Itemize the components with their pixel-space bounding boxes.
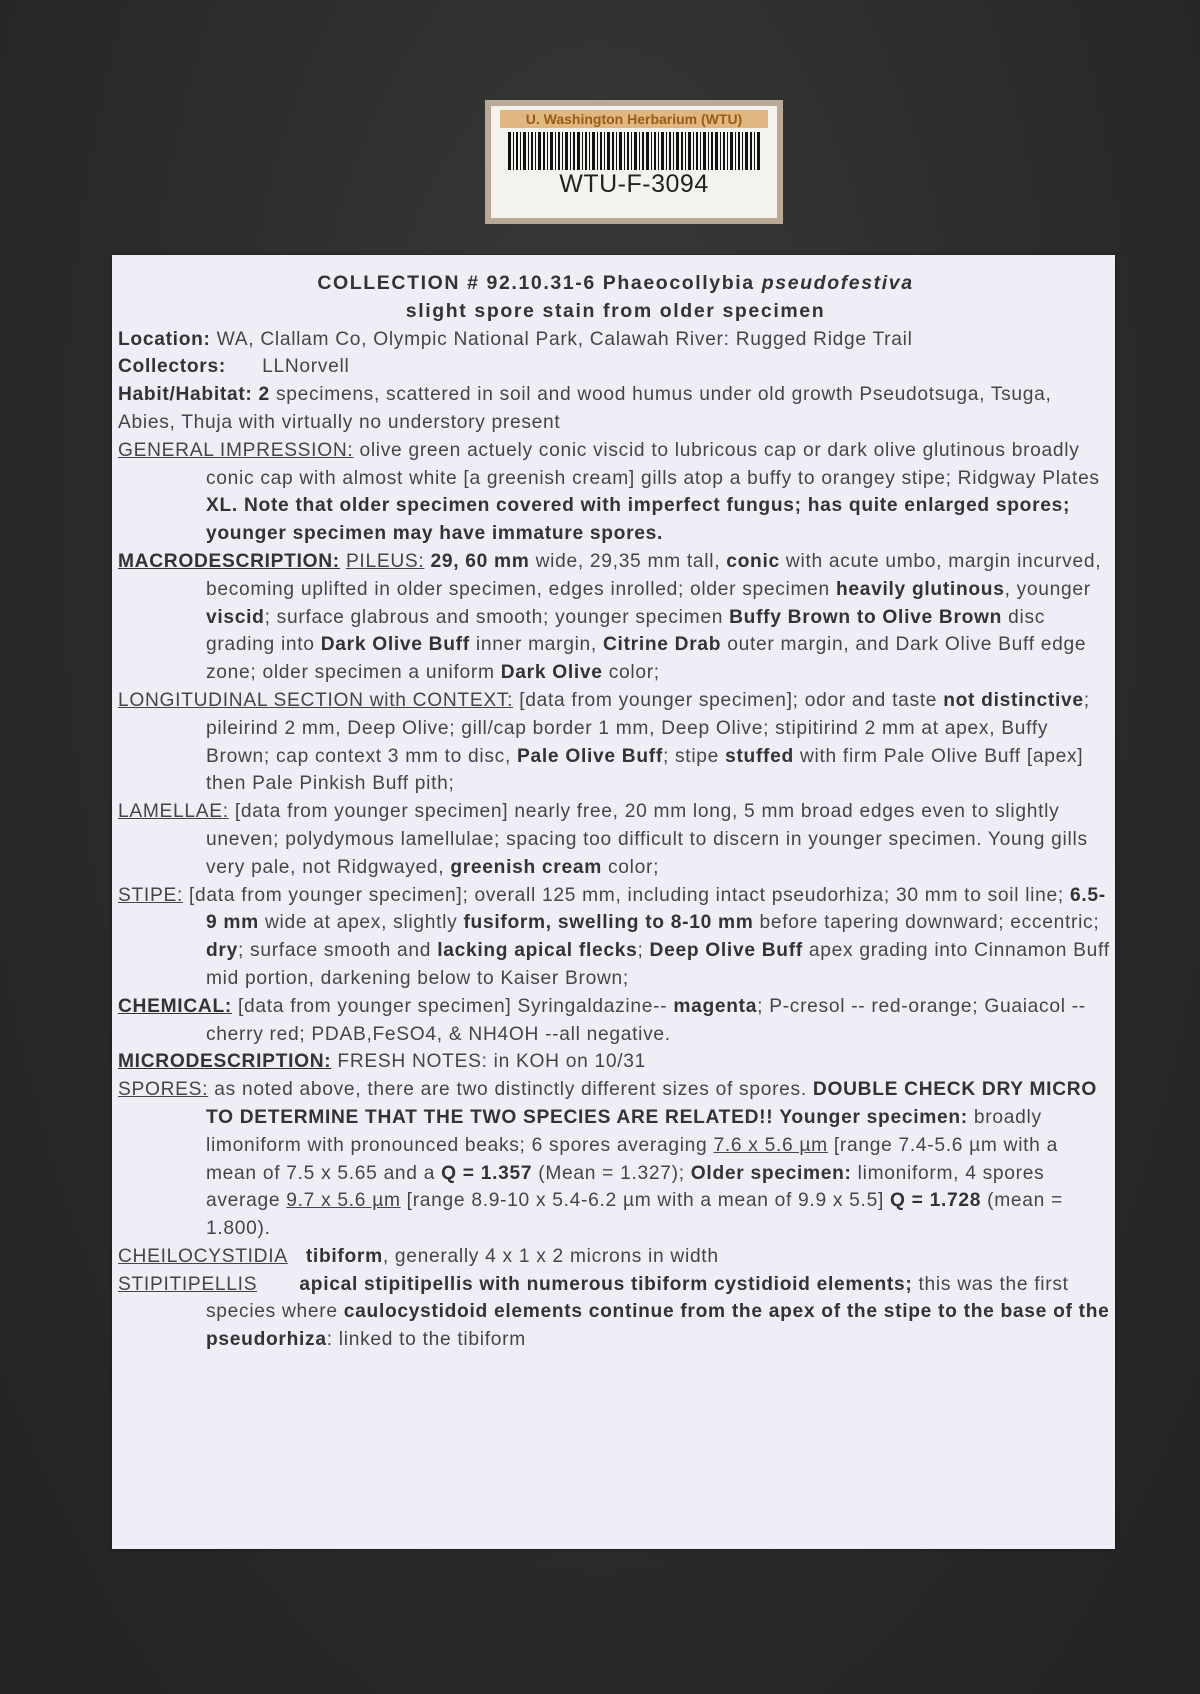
stipe-label: STIPE: [118, 884, 183, 906]
collectors-line: Collectors: LLNorvell [118, 356, 350, 378]
habitat-line: Habit/Habitat: 2 specimens, scattered in soil and wood humus under old growth Pseudotsuga, Tsuga, Abies, Thuja with virtually no understory present [118, 384, 1052, 433]
general-impression: GENERAL IMPRESSION: olive green actuely conic viscid to lubricous cap or dark olive glutinous broadly conic cap with almost white [a greenish cream] gills atop a buffy to orangey stipe; Ridgway Plates XL. Note that older specimen covered with imperfect fungus; has quite enlarged spores; younger specimen may have immature spores. [118, 439, 1100, 545]
stipitipellis: STIPITIPELLIS apical stipitipellis with numerous tibiform cystidioid elements; this was the first species where caulocystidoid elements continue from the apex of the stipe to the base of the pseudorhiza: linked to the tibiform [118, 1273, 1110, 1351]
general-impression-label: GENERAL IMPRESSION: [118, 439, 354, 461]
macrodescription: MACRODESCRIPTION: PILEUS: 29, 60 mm wide, 29,35 mm tall, conic with acute umbo, margin incurved, becoming uplifted in older specimen, edges inrolled; older specimen heavily glutinous, younger viscid; surface glabrous and smooth; younger specimen Buffy Brown to Olive Brown disc grading into Dark Olive Buff inner margin, Citrine Drab outer margin, and Dark Olive Buff edge zone; older specimen a uniform Dark Olive color; [118, 550, 1102, 684]
barcode-image [508, 132, 760, 170]
microdescription-label: MICRODESCRIPTION: [118, 1051, 332, 1073]
chemical: CHEMICAL: [data from younger specimen] Syringaldazine-- magenta; P-cresol -- red-orange; Guaiacol -- cherry red; PDAB,FeSO4, & NH4OH --all negative. [118, 995, 1086, 1045]
longitudinal-section: LONGITUDINAL SECTION with CONTEXT: [data from younger specimen]; odor and taste not distinctive; pileirind 2 mm, Deep Olive; gill/cap border 1 mm, Deep Olive; stipitirind 2 mm at apex, Buffy Brown; cap context 3 mm to disc, Pale Olive Buff; stipe stuffed with firm Pale Olive Buff [apex] then Pale Pinkish Buff pith; [118, 689, 1090, 795]
cheilocystidia: CHEILOCYSTIDIA tibiform, generally 4 x 1 x 2 microns in width [118, 1245, 719, 1267]
longitudinal-section-label: LONGITUDINAL SECTION with CONTEXT: [118, 689, 514, 711]
stipitipellis-label: STIPITIPELLIS [118, 1273, 258, 1295]
location-line: Location: WA, Clallam Co, Olympic National Park, Calawah River: Rugged Ridge Trail [118, 328, 913, 350]
spores: SPORES: as noted above, there are two distinctly different sizes of spores. DOUBLE CHECK DRY MICRO TO DETERMINE THAT THE TWO SPECIES ARE RELATED!! Younger specimen: broadly limoniform with pronounced beaks; 6 spores averaging 7.6 x 5.6 µm [range 7.4-5.6 µm with a mean of 7.5 x 5.65 and a Q = 1.357 (Mean = 1.327); Older specimen: limoniform, 4 spores average 9.7 x 5.6 µm [range 8.9-10 x 5.4-6.2 µm with a mean of 9.9 x 5.5] Q = 1.728 (mean = 1.800). [118, 1079, 1097, 1240]
stipe: STIPE: [data from younger specimen]; overall 125 mm, including intact pseudorhiza; 30 mm to soil line; 6.5-9 mm wide at apex, slightly fusiform, swelling to 8-10 mm before tapering downward; eccentric; dry; surface smooth and lacking apical flecks; Deep Olive Buff apex grading into Cinnamon Buff mid portion, darkening below to Kaiser Brown; [118, 884, 1110, 989]
collection-header [118, 270, 1113, 298]
collection-number: COLLECTION # 92.10.31-6 Phaeocollybia [317, 272, 755, 294]
lamellae: LAMELLAE: [data from younger specimen] nearly free, 20 mm long, 5 mm broad edges even to slightly uneven; polydymous lamellulae; spacing too difficult to discern in younger specimen. Young gills very pale, not Ridgwayed, greenish cream color; [118, 801, 1088, 878]
herbarium-label-title: U. Washington Herbarium (WTU) [500, 110, 769, 128]
collection-subheader: slight spore stain from older specimen [405, 299, 826, 322]
barcode-id: WTU-F-3094 [559, 170, 709, 198]
chemical-label: CHEMICAL: [118, 995, 232, 1017]
lamellae-label: LAMELLAE: [118, 801, 229, 823]
microdescription: MICRODESCRIPTION: FRESH NOTES: in KOH on 10/31 [118, 1051, 646, 1073]
herbarium-label-inner [491, 106, 777, 218]
collection-notes [118, 270, 1113, 1354]
spores-label: SPORES: [118, 1079, 209, 1101]
cheilocystidia-label: CHEILOCYSTIDIA [118, 1245, 288, 1267]
species-epithet: pseudofestiva [761, 272, 914, 294]
macrodescription-label: MACRODESCRIPTION: [118, 550, 340, 572]
herbarium-label [485, 100, 783, 224]
